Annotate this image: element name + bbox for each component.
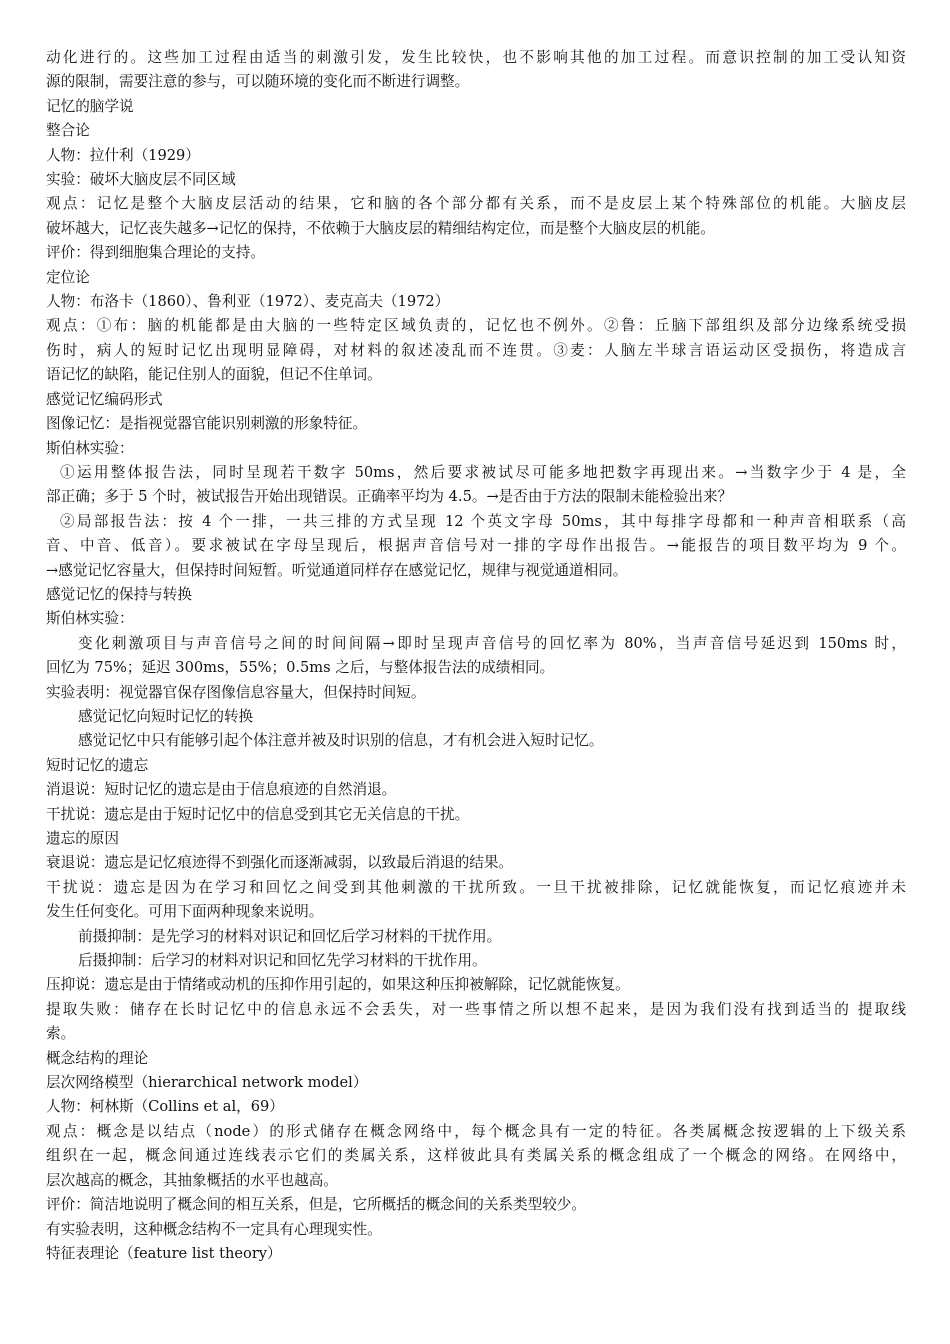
text-line: ①运用整体报告法，同时呈现若干数字 50ms，然后要求被试尽可能多地把数字再现出来。→当数字少于 4 是，全: [60, 463, 906, 481]
text-line: 伤时，病人的短时记忆出现明显障碍，对材料的叙述凌乱而不连贯。③麦：人脑左半球言语运动区受损伤，将造成言: [46, 341, 906, 359]
text-line: 感觉记忆的保持与转换: [46, 585, 192, 603]
text-line: 层次网络模型（hierarchical network model）: [46, 1074, 368, 1092]
text-line: 干扰说：遗忘是由于短时记忆中的信息受到其它无关信息的干扰。: [46, 805, 470, 823]
text-line: 特征表理论（feature list theory）: [46, 1244, 282, 1262]
text-line: 变化刺激项目与声音信号之间的时间间隔→即时呈现声音信号的回忆率为 80%，当声音信号延迟到 150ms 时，: [78, 634, 906, 652]
text-line: 源的限制，需要注意的参与，可以随环境的变化而不断进行调整。: [46, 73, 470, 91]
text-line: 人物：柯林斯（Collins et al，69）: [46, 1098, 284, 1116]
text-line: 观点：记忆是整个大脑皮层活动的结果，它和脑的各个部分都有关系，而不是皮层上某个特殊部位的机能。大脑皮层: [46, 195, 906, 213]
text-line: 斯伯林实验：: [46, 439, 134, 457]
text-line: 观点：①布：脑的机能都是由大脑的一些特定区域负责的，记忆也不例外。②鲁：丘脑下部组织及部分边缘系统受损: [46, 317, 906, 335]
text-line: →感觉记忆容量大，但保持时间短暂。听觉通道同样存在感觉记忆，规律与视觉通道相同。: [46, 561, 628, 579]
text-line: 感觉记忆中只有能够引起个体注意并被及时识别的信息，才有机会进入短时记忆。: [78, 732, 604, 750]
text-line: 短时记忆的遗忘: [46, 756, 149, 774]
text-line: 干扰说：遗忘是因为在学习和回忆之间受到其他刺激的干扰所致。一旦干扰被排除，记忆就能恢复，而记忆痕迹并未: [46, 878, 906, 896]
text-line: 感觉记忆编码形式: [46, 390, 163, 408]
text-line: 感觉记忆向短时记忆的转换: [78, 707, 254, 725]
text-line: 索。: [46, 1025, 76, 1043]
text-line: 回忆为 75%；延迟 300ms，55%；0.5ms 之后，与整体报告法的成绩相同。: [46, 659, 555, 677]
text-line: 遗忘的原因: [46, 830, 119, 847]
text-line: 人物：拉什利（1929）: [46, 146, 200, 164]
text-line: 语记忆的缺陷，能记住别人的面貌，但记不住单词。: [46, 366, 382, 384]
text-line: 动化进行的。这些加工过程由适当的刺激引发，发生比较快，也不影响其他的加工过程。而意识控制的加工受认知资: [46, 49, 906, 66]
text-line: 定位论: [46, 268, 90, 286]
text-line: 后摄抑制：后学习的材料对识记和回忆先学习材料的干扰作用。: [78, 952, 487, 970]
text-line: 有实验表明，这种概念结构不一定具有心理现实性。: [46, 1220, 382, 1238]
text-line: ②局部报告法：按 4 个一排，一共三排的方式呈现 12 个英文字母 50ms，其中每排字母都和一种声音相联系（高: [60, 512, 906, 530]
text-line: 前摄抑制：是先学习的材料对识记和回忆后学习材料的干扰作用。: [78, 927, 502, 945]
text-line: 层次越高的概念，其抽象概括的水平也越高。: [46, 1171, 338, 1189]
text-line: 记忆的脑学说: [46, 97, 134, 115]
text-line: 图像记忆：是指视觉器官能识别刺激的形象特征。: [46, 415, 368, 433]
text-line: 提取失败：储存在长时记忆中的信息永远不会丢失，对一些事情之所以想不起来，是因为我们没有找到适当的 提取线: [46, 1000, 906, 1018]
text-line: 音、中音、低音）。要求被试在字母呈现后，根据声音信号对一排的字母作出报告。→能报告的项目数平均为 9 个。: [46, 537, 906, 555]
text-line: 组织在一起，概念间通过连线表示它们的类属关系，这样彼此具有类属关系的概念组成了一个概念的网络。在网络中，: [46, 1147, 906, 1165]
document-page: [46, 46, 906, 1266]
text-line: 破坏越大，记忆丧失越多→记忆的保持，不依赖于大脑皮层的精细结构定位，而是整个大脑皮层的机能。: [46, 219, 715, 237]
text-line: 人物：布洛卡（1860）、鲁利亚（1972）、麦克高夫（1972）: [46, 293, 450, 311]
text-line: 斯伯林实验：: [46, 610, 134, 628]
text-line: 消退说：短时记忆的遗忘是由于信息痕迹的自然消退。: [46, 781, 397, 799]
text-line: 整合论: [46, 122, 90, 140]
text-line: 压抑说：遗忘是由于情绪或动机的压抑作用引起的，如果这种压抑被解除，记忆就能恢复。: [46, 976, 630, 994]
text-line: 实验：破坏大脑皮层不同区域: [46, 171, 236, 189]
text-line: 评价：得到细胞集合理论的支持。: [46, 244, 265, 262]
text-line: 实验表明：视觉器官保存图像信息容量大，但保持时间短。: [46, 683, 426, 701]
text-line: 衰退说：遗忘是记忆痕迹得不到强化而逐渐减弱，以致最后消退的结果。: [46, 854, 514, 872]
text-line: 部正确；多于 5 个时，被试报告开始出现错误。正确率平均为 4.5。→是否由于方法的限制未能检验出来？: [46, 488, 733, 506]
text-line: 发生任何变化。可用下面两种现象来说明。: [46, 903, 324, 921]
text-line: 观点：概念是以结点（node）的形式储存在概念网络中，每个概念具有一定的特征。各类属概念按逻辑的上下级关系: [46, 1122, 906, 1140]
text-line: 概念结构的理论: [46, 1049, 149, 1067]
text-line: 评价：简洁地说明了概念间的相互关系，但是，它所概括的概念间的关系类型较少。: [46, 1196, 586, 1214]
